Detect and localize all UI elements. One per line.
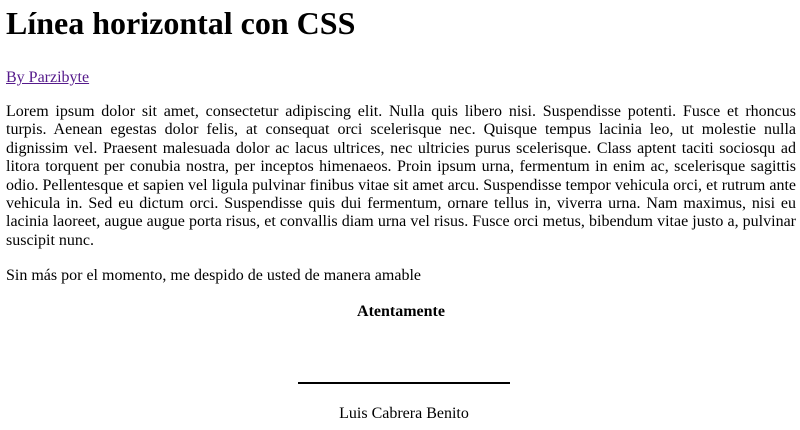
signature-name: Luis Cabrera Benito (339, 405, 469, 422)
document-page (0, 5, 800, 430)
body-paragraph: Lorem ipsum dolor sit amet, consectetur adipiscing elit. Nulla quis libero nisi. Suspendisse potenti. Fusce et rhoncus turpis. Aenean egestas dolor felis, at consequat orci scelerisque nec. Quisque tempus lacinia leo, ut molestie nulla dignissim vel. Praesent malesuada dolor ac lacus ultrices, nec ultricies purus scelerisque. Class aptent taciti sociosqu ad litora torquent per conubia nostra, per inceptos himenaeos. Proin ipsum urna, fermentum in enim ac, scelerisque sagittis odio. Pellentesque et sapien vel ligula pulvinar finibus vitae sit amet arcu. Suspendisse tempor vehicula orci, et rutrum ante vehicula in. Sed eu dictum orci. Suspendisse quis dui fermentum, ornare tellus in, viverra urna. Nam maximus, nisi eu lacinia laoreet, augue augue porta risus, et convallis diam urna vel risus. Fusce orci metus, bibendum vitae justo a, pulvinar suscipit nunc. (6, 103, 796, 249)
page-title: Línea horizontal con CSS (6, 5, 356, 41)
author-link[interactable]: By Parzibyte (6, 69, 90, 86)
signature-line (298, 382, 510, 384)
farewell-text: Sin más por el momento, me despido de usted de manera amable (6, 267, 421, 285)
closing-text: Atentamente (357, 303, 445, 321)
byline (6, 69, 796, 87)
